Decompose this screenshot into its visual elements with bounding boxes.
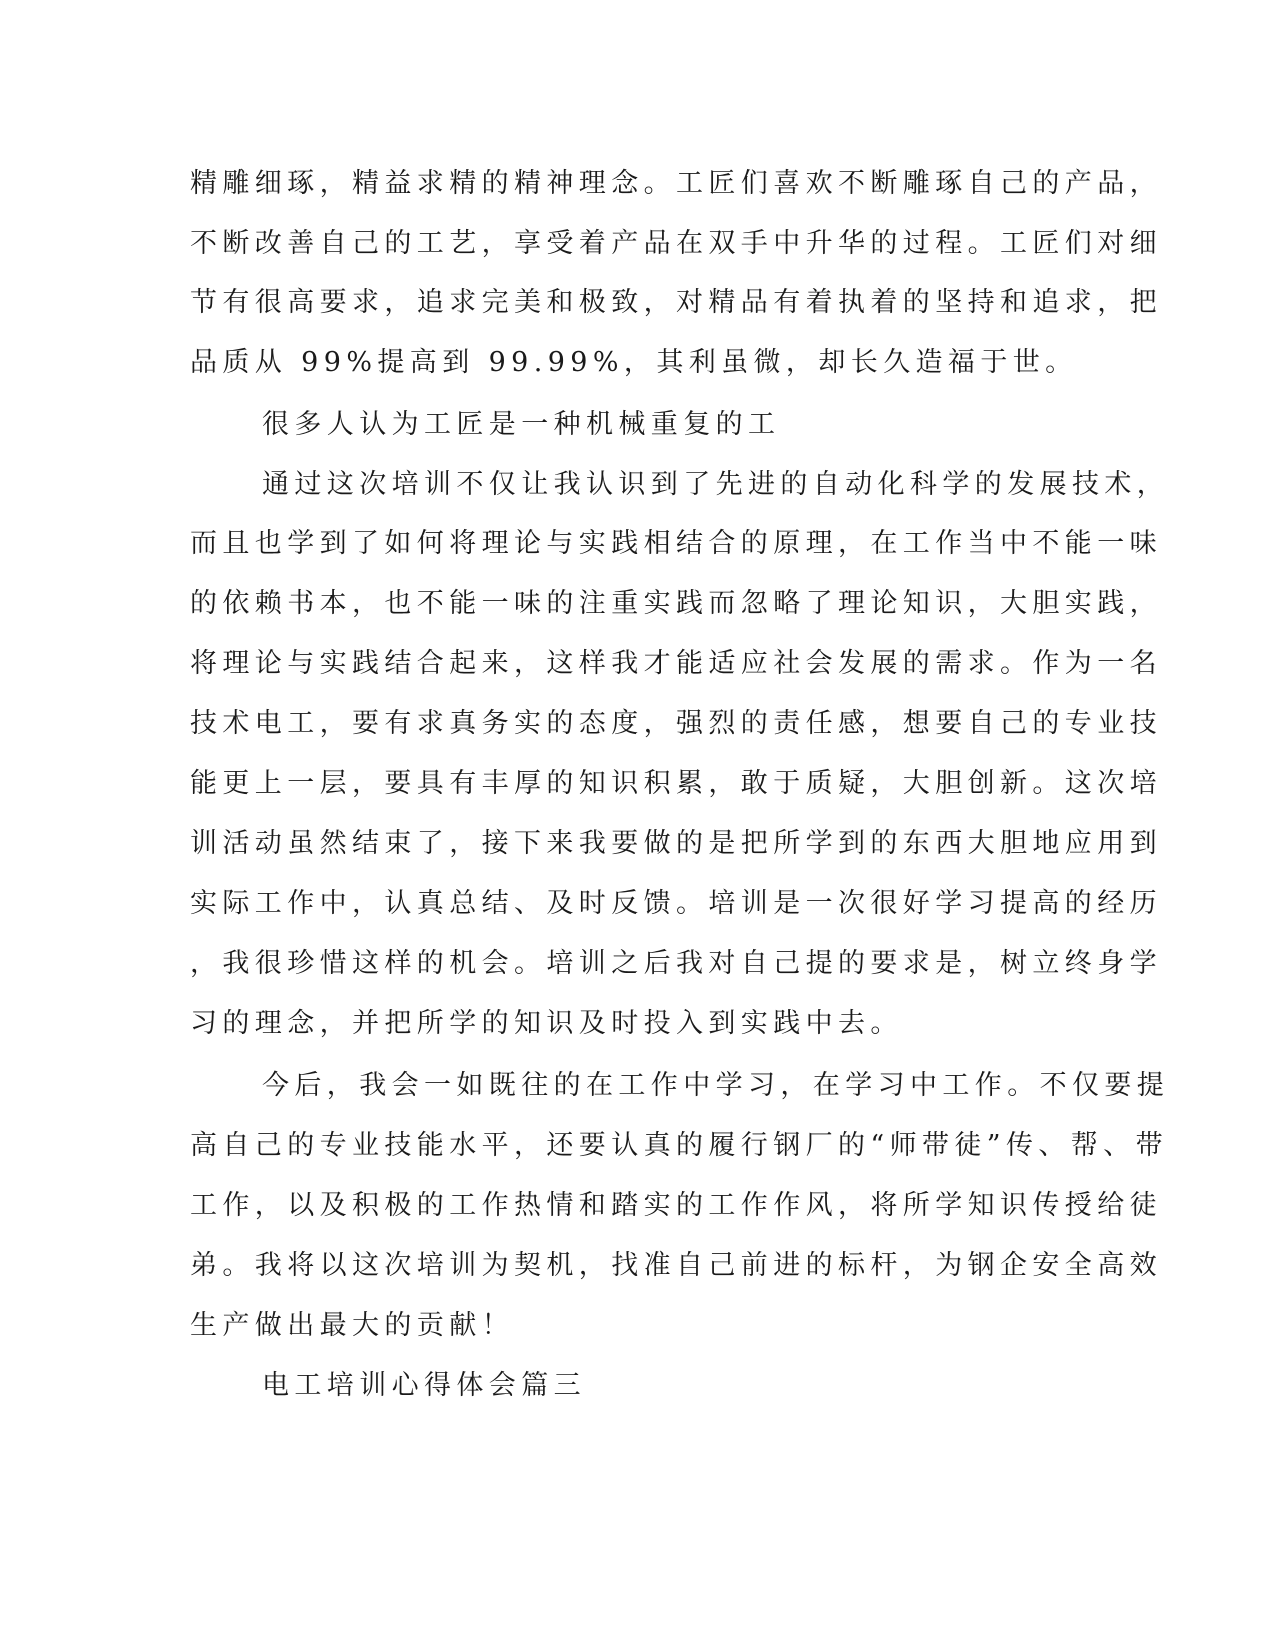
paragraph-line: 将理论与实践结合起来，这样我才能适应社会发展的需求。作为一名 [190, 648, 1162, 679]
paragraph-line: 训活动虽然结束了，接下来我要做的是把所学到的东西大胆地应用到 [190, 828, 1162, 859]
paragraph-line: 精雕细琢，精益求精的精神理念。工匠们喜欢不断雕琢自己的产品， [190, 168, 1162, 199]
paragraph-line: 习的理念，并把所学的知识及时投入到实践中去。 [190, 1008, 903, 1039]
paragraph-line: 的依赖书本，也不能一味的注重实践而忽略了理论知识，大胆实践， [190, 588, 1162, 619]
paragraph-line: 不断改善自己的工艺，享受着产品在双手中升华的过程。工匠们对细 [190, 228, 1162, 259]
paragraph-line: 品质从 99%提高到 99.99%，其利虽微，却长久造福于世。 [190, 347, 1078, 378]
paragraph-line: 生产做出最大的贡献！ [190, 1310, 514, 1341]
paragraph-line: 工作，以及积极的工作热情和踏实的工作作风，将所学知识传授给徒 [190, 1190, 1162, 1221]
paragraph-line: 高自己的专业技能水平，还要认真的履行钢厂的“师带徒”传、帮、带 [190, 1130, 1169, 1161]
paragraph-line: 实际工作中，认真总结、及时反馈。培训是一次很好学习提高的经历 [190, 888, 1162, 919]
paragraph-line: 很多人认为工匠是一种机械重复的工 [262, 409, 781, 440]
paragraph-line: 节有很高要求，追求完美和极致，对精品有着执着的坚持和追求，把 [190, 287, 1162, 318]
paragraph-line: 而且也学到了如何将理论与实践相结合的原理，在工作当中不能一味 [190, 528, 1162, 559]
section-heading: 电工培训心得体会篇三 [262, 1370, 586, 1401]
paragraph-line: 弟。我将以这次培训为契机，找准自己前进的标杆，为钢企安全高效 [190, 1250, 1162, 1281]
paragraph-line: 技术电工，要有求真务实的态度，强烈的责任感，想要自己的专业技 [190, 708, 1162, 739]
paragraph-line: ，我很珍惜这样的机会。培训之后我对自己提的要求是，树立终身学 [190, 948, 1162, 979]
paragraph-line: 今后，我会一如既往的在工作中学习，在学习中工作。不仅要提 [262, 1070, 1170, 1101]
paragraph-line: 能更上一层，要具有丰厚的知识积累，敢于质疑，大胆创新。这次培 [190, 768, 1162, 799]
paragraph-line: 通过这次培训不仅让我认识到了先进的自动化科学的发展技术， [262, 469, 1170, 500]
